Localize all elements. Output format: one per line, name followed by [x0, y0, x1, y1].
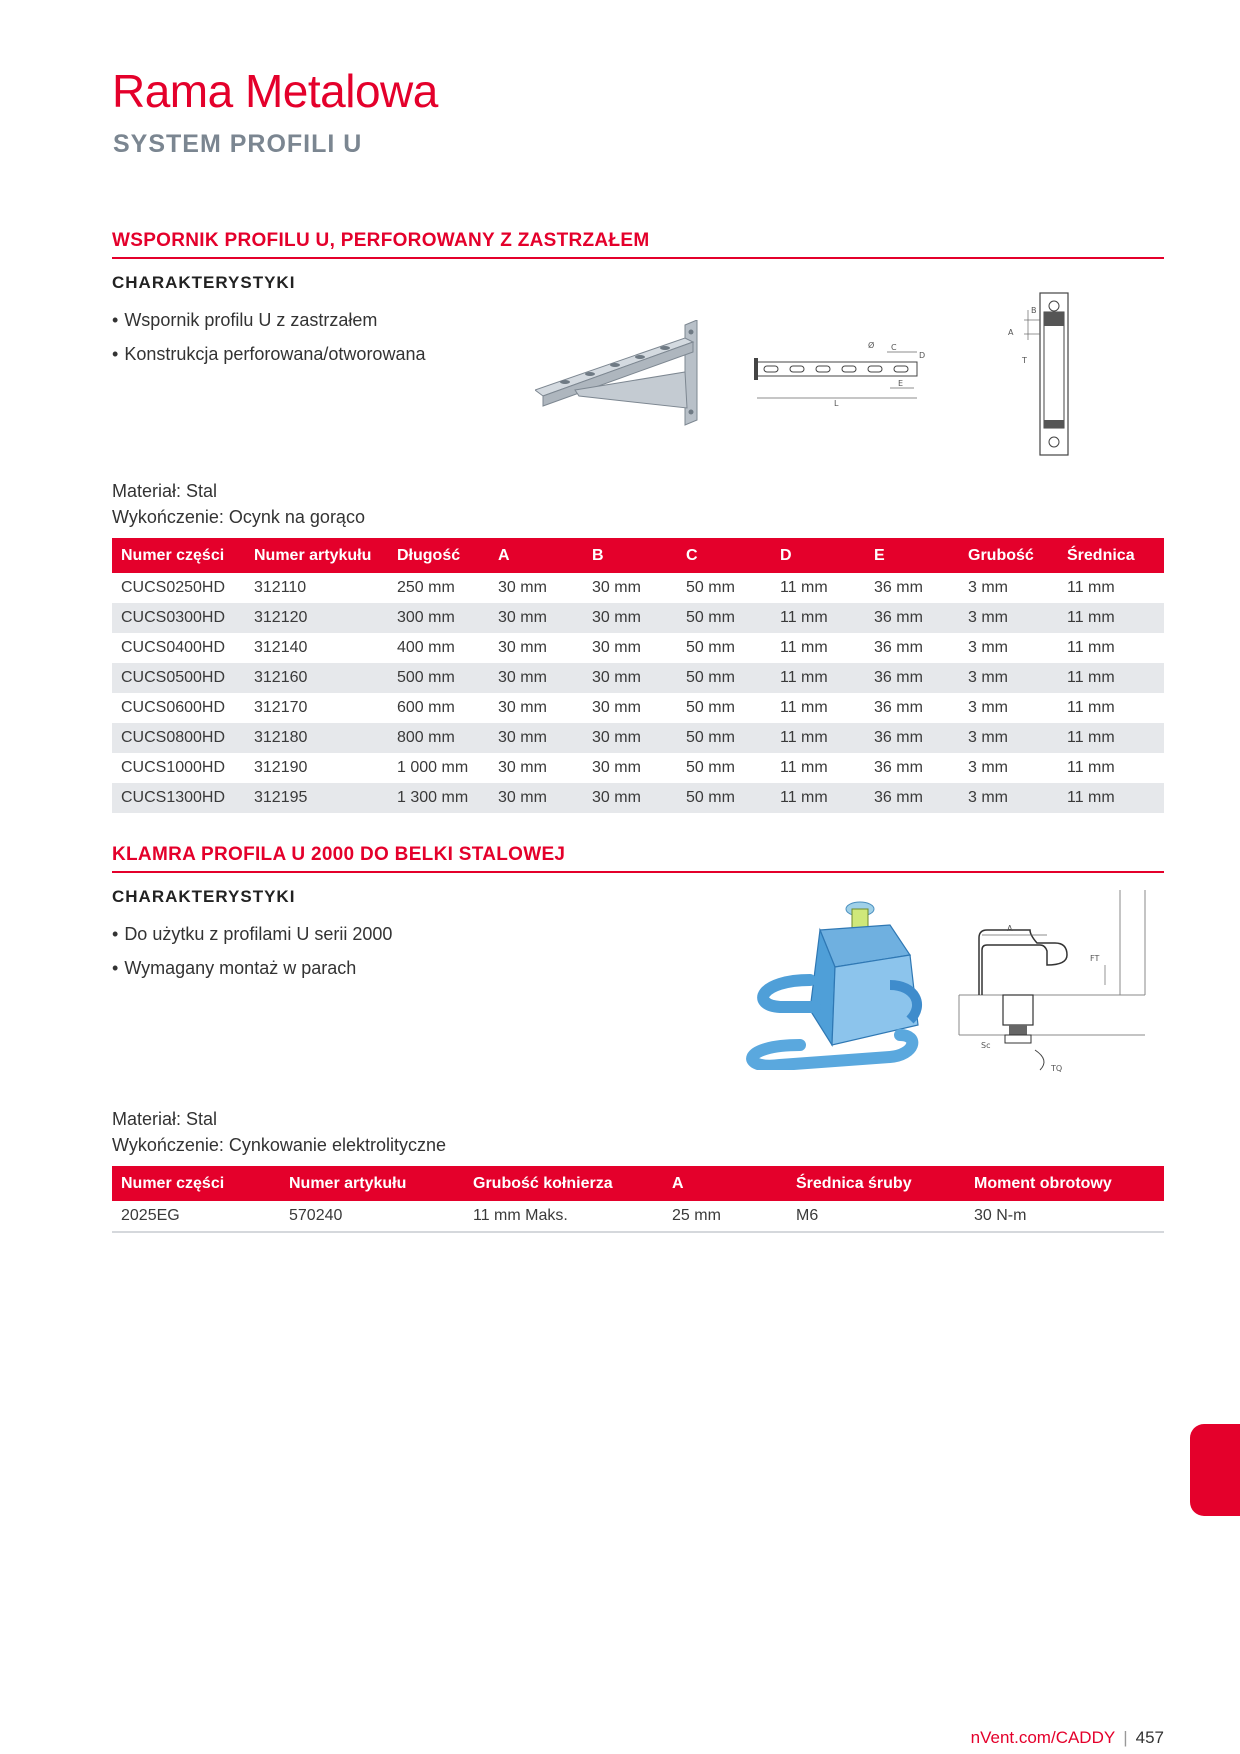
table-cell: 312110: [254, 579, 307, 596]
table-cell: 300 mm: [388, 603, 489, 633]
dim-label-ft: FT: [1090, 954, 1100, 963]
chapter-tab: [1190, 1424, 1240, 1516]
footer-separator: |: [1123, 1728, 1128, 1747]
table-cell: 30 mm: [489, 663, 583, 693]
table-cell: 3 mm: [968, 759, 1008, 776]
table-cell: 500 mm: [388, 663, 489, 693]
table-cell: CUCS0500HD: [112, 663, 245, 693]
clamp-spec-table: [112, 1166, 1164, 1233]
table-cell: 30 mm: [489, 603, 583, 633]
characteristics-heading: CHARAKTERYSTYKI: [112, 273, 296, 292]
table-cell: 36 mm: [865, 663, 959, 693]
dim-label-sc: Sc: [981, 1041, 991, 1050]
table-cell: 11 mm: [1058, 783, 1164, 813]
table-cell: CUCS0250HD: [121, 579, 226, 596]
table-cell: 3 mm: [959, 603, 1058, 633]
col-header: Grubość kołnierza: [464, 1166, 663, 1201]
col-header: Numer artykułu: [280, 1166, 464, 1201]
finish-text: Wykończenie: Cynkowanie elektrolityczne: [112, 1135, 446, 1155]
table-cell: 3 mm: [959, 663, 1058, 693]
bracket-side-drawing: [752, 340, 927, 410]
table-cell: CUCS0300HD: [112, 603, 245, 633]
section-heading: KLAMRA PROFILA U 2000 DO BELKI STALOWEJ: [112, 844, 1164, 873]
table-row: [112, 633, 1164, 663]
table-cell: 30 mm: [583, 603, 677, 633]
col-header: Numer części: [112, 538, 245, 573]
dim-label-c: C: [891, 343, 897, 352]
table-row: [112, 1201, 1164, 1232]
table-cell: 30 mm: [592, 759, 641, 776]
table-row: [112, 783, 1164, 813]
page-number: 457: [1135, 1728, 1164, 1747]
page-title: Rama Metalowa: [112, 65, 438, 117]
col-header: A: [663, 1166, 787, 1201]
col-header: Numer artykułu: [245, 538, 388, 573]
table-cell: 312195: [245, 783, 388, 813]
section-heading: WSPORNIK PROFILU U, PERFOROWANY Z ZASTRZAŁEM: [112, 230, 1164, 259]
col-header: E: [865, 538, 959, 573]
table-cell: 11 mm: [1058, 603, 1164, 633]
table-cell: 11 mm: [1067, 759, 1115, 776]
table-cell: 11 mm: [1067, 639, 1115, 656]
table-cell: 11 mm: [1058, 723, 1164, 753]
footer-url[interactable]: nVent.com/CADDY: [970, 1728, 1116, 1747]
col-header: B: [583, 538, 677, 573]
table-cell: 30 mm: [498, 759, 547, 776]
table-cell: 50 mm: [686, 699, 735, 716]
table-cell: 312140: [254, 639, 308, 656]
col-header: Średnica: [1058, 538, 1164, 573]
col-header: Numer części: [112, 1166, 280, 1201]
table-cell: 30 mm: [592, 639, 641, 656]
table-row: [112, 663, 1164, 693]
table-cell: 30 N-m: [965, 1201, 1164, 1232]
table-cell: 30 mm: [583, 723, 677, 753]
table-cell: 11 mm: [780, 579, 828, 596]
table-cell: 30 mm: [592, 579, 641, 596]
table-cell: 400 mm: [397, 639, 455, 656]
table-header-row: [112, 538, 1164, 573]
table-row: [112, 723, 1164, 753]
table-cell: 30 mm: [583, 663, 677, 693]
table-cell: 800 mm: [388, 723, 489, 753]
table-cell: 50 mm: [677, 723, 771, 753]
table-cell: 30 mm: [489, 783, 583, 813]
table-cell: CUCS0400HD: [121, 639, 226, 656]
col-header: Długość: [388, 538, 489, 573]
table-header-row: [112, 1166, 1164, 1201]
table-cell: 36 mm: [874, 699, 923, 716]
table-cell: 312160: [245, 663, 388, 693]
table-cell: 50 mm: [677, 603, 771, 633]
table-cell: 11 mm: [780, 759, 828, 776]
col-header: Średnica śruby: [787, 1166, 965, 1201]
table-cell: 600 mm: [397, 699, 455, 716]
table-cell: 30 mm: [498, 639, 547, 656]
table-cell: 312190: [254, 759, 308, 776]
table-cell: 30 mm: [583, 783, 677, 813]
bracket-spec-table: [112, 538, 1164, 813]
table-row: [112, 753, 1164, 783]
table-cell: 36 mm: [865, 783, 959, 813]
finish-text: Wykończenie: Ocynk na gorąco: [112, 507, 365, 527]
table-cell: 11 mm: [771, 783, 865, 813]
table-cell: 2025EG: [112, 1201, 280, 1232]
table-cell: 11 mm: [780, 639, 828, 656]
table-cell: 11 mm: [771, 663, 865, 693]
table-cell: CUCS1000HD: [121, 759, 226, 776]
table-row: [112, 603, 1164, 633]
table-cell: 30 mm: [489, 723, 583, 753]
table-cell: 11 mm: [771, 603, 865, 633]
table-cell: 3 mm: [959, 723, 1058, 753]
feature-item: • Wymagany montaż w parach: [112, 951, 1164, 985]
table-cell: 36 mm: [874, 579, 923, 596]
table-cell: M6: [787, 1201, 965, 1232]
col-header: Grubość: [959, 538, 1058, 573]
table-cell: 25 mm: [663, 1201, 787, 1232]
material-text: Materiał: Stal: [112, 1109, 218, 1129]
feature-item: • Konstrukcja perforowana/otworowana: [112, 337, 1164, 371]
table-cell: 36 mm: [865, 603, 959, 633]
table-cell: 30 mm: [498, 579, 547, 596]
table-cell: 3 mm: [968, 699, 1008, 716]
table-cell: 1 300 mm: [388, 783, 489, 813]
table-row: [112, 573, 1164, 603]
material-text: Materiał: Stal: [112, 481, 218, 501]
table-cell: CUCS0600HD: [121, 699, 226, 716]
dim-label-e: E: [898, 379, 904, 388]
table-cell: 3 mm: [968, 579, 1008, 596]
dim-label-d: D: [919, 351, 926, 360]
dim-label-t: T: [1022, 356, 1027, 365]
material-info: [112, 1106, 446, 1158]
col-header: Moment obrotowy: [965, 1166, 1164, 1201]
dim-label-tq: TQ: [1051, 1064, 1063, 1073]
col-header: D: [771, 538, 865, 573]
table-cell: 30 mm: [592, 699, 641, 716]
dim-label-a: A: [1008, 328, 1014, 337]
table-cell: 570240: [280, 1201, 464, 1232]
table-cell: 11 mm: [1058, 663, 1164, 693]
dim-label-b: B: [1031, 306, 1037, 315]
table-cell: 250 mm: [397, 579, 455, 596]
table-cell: CUCS1300HD: [112, 783, 245, 813]
page-footer: [971, 1728, 1164, 1748]
table-cell: 11 mm: [1067, 579, 1115, 596]
table-cell: 3 mm: [968, 639, 1008, 656]
page-subtitle: SYSTEM PROFILI U: [113, 130, 363, 158]
table-cell: 312180: [245, 723, 388, 753]
table-row: [112, 693, 1164, 723]
dim-label-a: A: [1007, 924, 1013, 933]
feature-item: • Do użytku z profilami U serii 2000: [112, 917, 1164, 951]
table-cell: 50 mm: [686, 639, 735, 656]
table-cell: 11 mm: [771, 723, 865, 753]
table-cell: CUCS0800HD: [112, 723, 245, 753]
table-cell: 11 mm: [780, 699, 828, 716]
table-cell: 3 mm: [959, 783, 1058, 813]
bracket-product-image: [535, 320, 705, 430]
table-cell: 11 mm Maks.: [464, 1201, 663, 1232]
table-cell: 36 mm: [874, 639, 923, 656]
table-cell: 50 mm: [677, 783, 771, 813]
table-cell: 36 mm: [865, 723, 959, 753]
table-cell: 1 000 mm: [397, 759, 469, 776]
table-cell: 11 mm: [1067, 699, 1115, 716]
feature-item: • Wspornik profilu U z zastrzałem: [112, 303, 1164, 337]
table-cell: 50 mm: [677, 663, 771, 693]
col-header: A: [489, 538, 583, 573]
table-cell: 36 mm: [874, 759, 923, 776]
table-cell: 312120: [245, 603, 388, 633]
clamp-dimension-drawing: [955, 885, 1155, 1080]
dim-label-phi: Ø: [868, 341, 875, 350]
bracket-end-drawing: [1000, 290, 1075, 460]
characteristics-heading: CHARAKTERYSTYKI: [112, 887, 296, 906]
dim-label-l: L: [834, 399, 839, 408]
material-info: [112, 478, 365, 530]
table-cell: 50 mm: [686, 759, 735, 776]
col-header: C: [677, 538, 771, 573]
table-cell: 50 mm: [686, 579, 735, 596]
clamp-product-image: [740, 895, 935, 1070]
table-cell: 312170: [254, 699, 308, 716]
table-cell: 30 mm: [498, 699, 547, 716]
